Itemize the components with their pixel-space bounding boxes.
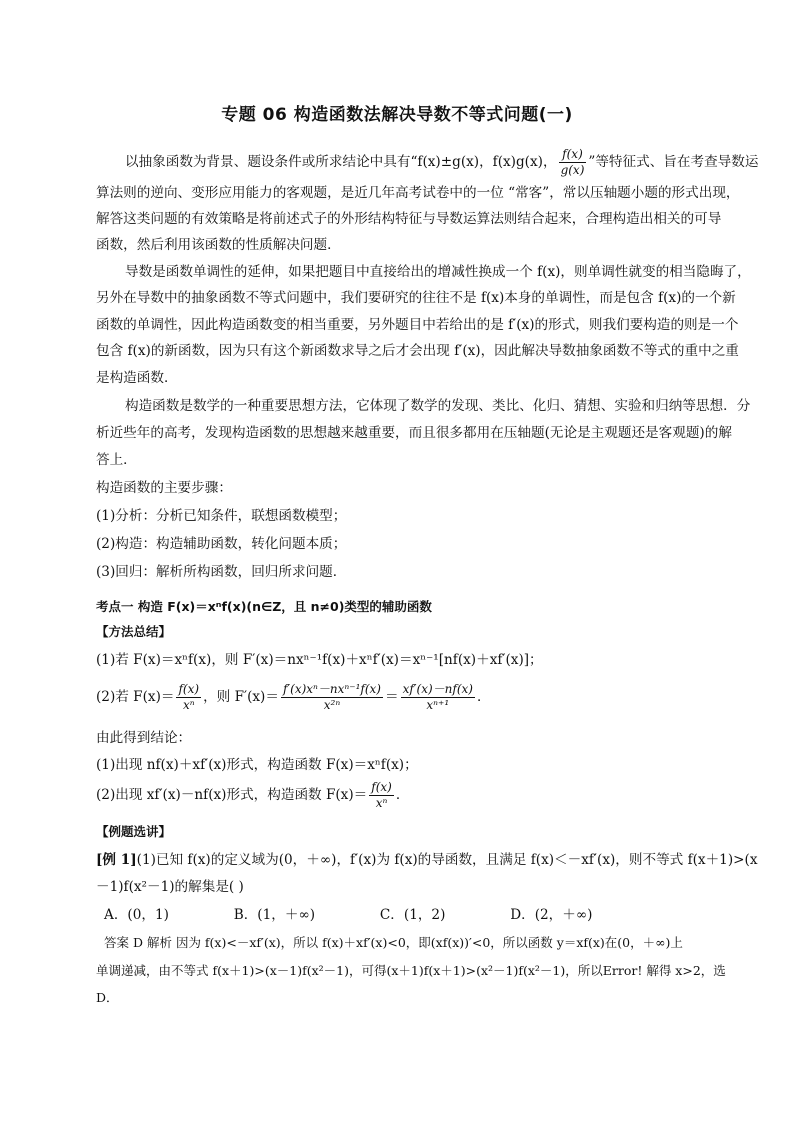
- conclusion-2: (2)出现 xf′(x)－nf(x)形式，构造函数 F(x)＝ $\frac{f(x)}{\text{xⁿ}}$ ．: [96, 780, 410, 810]
- intro-p2-line2: 另外在导数中的抽象函数不等式问题中，我们要研究的往往不是 f(x)本身的单调性，而是包含 f(x)的一个新: [96, 290, 736, 306]
- fraction: $\frac{f(x)}{\text{xⁿ}}$: [371, 780, 392, 810]
- intro-p2-line1: 导数是函数单调性的延伸，如果把题目中直接给出的增减性换成一个 f(x)，则单调性就变的相当隐晦了，: [125, 264, 751, 280]
- section-heading: 考点一 构造 F(x)＝xⁿf(x)(n∈Z，且 n≠0)类型的辅助函数: [96, 599, 432, 614]
- intro-p3-line2: 析近些年的高考，发现构造函数的思想越来越重要，而且很多都用在压轴题(无论是主观题还是客观题)的解: [96, 425, 732, 441]
- step-1: (1)分析：分析已知条件，联想函数模型；: [96, 508, 347, 524]
- intro-p2-line4: 包含 f(x)的新函数，因为只有这个新函数求导之后才会出现 f′(x)，因此解决导数抽象函数不等式的重中之重: [96, 343, 739, 359]
- method-title: 【方法总结】: [96, 624, 172, 639]
- intro-p1-line4: 函数，然后利用该函数的性质解决问题．: [96, 237, 341, 253]
- answer-line2: 单调递减，由不等式 f(x＋1)>(x－1)f(x²－1)，可得(x＋1)f(x＋1)>(x²－1)f(x²－1)，所以Error! 解得 x>2，选: [96, 963, 726, 978]
- intro-p1-line2: 算法则的逆向、变形应用能力的客观题，是近几年高考试卷中的一位 “常客”，常以压轴题小题的形式出现，: [96, 185, 740, 201]
- fraction: $\frac{\text{f′(x)xⁿ－nxⁿ⁻¹f(x)}}{\text{x²ⁿ}}$: [282, 682, 381, 712]
- intro-p3-line3: 答上．: [96, 452, 137, 468]
- fraction: $\frac{f(x)}{\text{xⁿ}}$: [178, 682, 200, 712]
- answer-line3: D．: [96, 990, 119, 1005]
- method-2: (2)若 F(x)＝ $\frac{f(x)}{\text{xⁿ}}$ ，则 F′(x)＝ $\frac{\text{f′(x)xⁿ－nxⁿ⁻¹f(x)}}{\text{x²ⁿ}}$ ＝ $\frac{xf'(x)-nf(x)}{\text{xⁿ⁺¹}}$ ．: [96, 682, 491, 712]
- intro-p1-line1: 以抽象函数为背景、题设条件或所求结论中具有“f(x)±g(x)，f(x)g(x)， $\frac{f(x)}{g(x)}$ ”等特征式、旨在考查导数运: [125, 147, 759, 177]
- examples-title: 【例题选讲】: [96, 824, 172, 839]
- fraction: $\frac{f(x)}{g(x)}$: [560, 147, 585, 177]
- conclusion-1: (1)出现 nf(x)＋xf′(x)形式，构造函数 F(x)＝xⁿf(x)；: [96, 757, 418, 773]
- conclusion-title: 由此得到结论：: [96, 730, 192, 746]
- example-1-line2: －1)f(x²－1)的解集是( ): [96, 879, 244, 895]
- step-3: (3)回归：解析所构函数，回归所求问题．: [96, 564, 347, 580]
- steps-title: 构造函数的主要步骤：: [96, 480, 232, 496]
- fraction: $\frac{xf'(x)-nf(x)}{\text{xⁿ⁺¹}}$: [402, 682, 473, 712]
- example-tag: [例 1]: [96, 852, 137, 868]
- example-1-options: A．(0，1) B．(1，＋∞) C．(1，2) D．(2，＋∞): [104, 907, 593, 923]
- example-1-line1: [例 1](1)已知 f(x)的定义域为(0，＋∞)，f′(x)为 f(x)的导函数，且满足 f(x)＜－xf′(x)，则不等式 f(x＋1)>(x: [96, 852, 758, 868]
- intro-p1-line3: 解答这类问题的有效策略是将前述式子的外形结构特征与导数运算法则结合起来，合理构造出相关的可导: [96, 211, 722, 227]
- page-title: 专题 06 构造函数法解决导数不等式问题(一): [221, 105, 573, 125]
- intro-p3-line1: 构造函数是数学的一种重要思想方法，它体现了数学的发现、类比、化归、猜想、实验和归纳等思想．分: [125, 398, 751, 414]
- answer-line1: 答案 D 解析 因为 f(x)<－xf′(x)，所以 f(x)＋xf′(x)<0，即(xf(x))′<0，所以函数 y＝xf(x)在(0，＋∞)上: [104, 935, 683, 950]
- intro-p2-line5: 是构造函数．: [96, 370, 178, 386]
- intro-p2-line3: 函数的单调性，因此构造函数变的相当重要，另外题目中若给出的是 f′(x)的形式，则我们要构造的则是一个: [96, 317, 739, 333]
- step-2: (2)构造：构造辅助函数，转化问题本质；: [96, 536, 347, 552]
- method-1: (1)若 F(x)＝xⁿf(x)，则 F′(x)＝nxⁿ⁻¹f(x)＋xⁿf′(x)＝xⁿ⁻¹[nf(x)＋xf′(x)]；: [96, 652, 543, 668]
